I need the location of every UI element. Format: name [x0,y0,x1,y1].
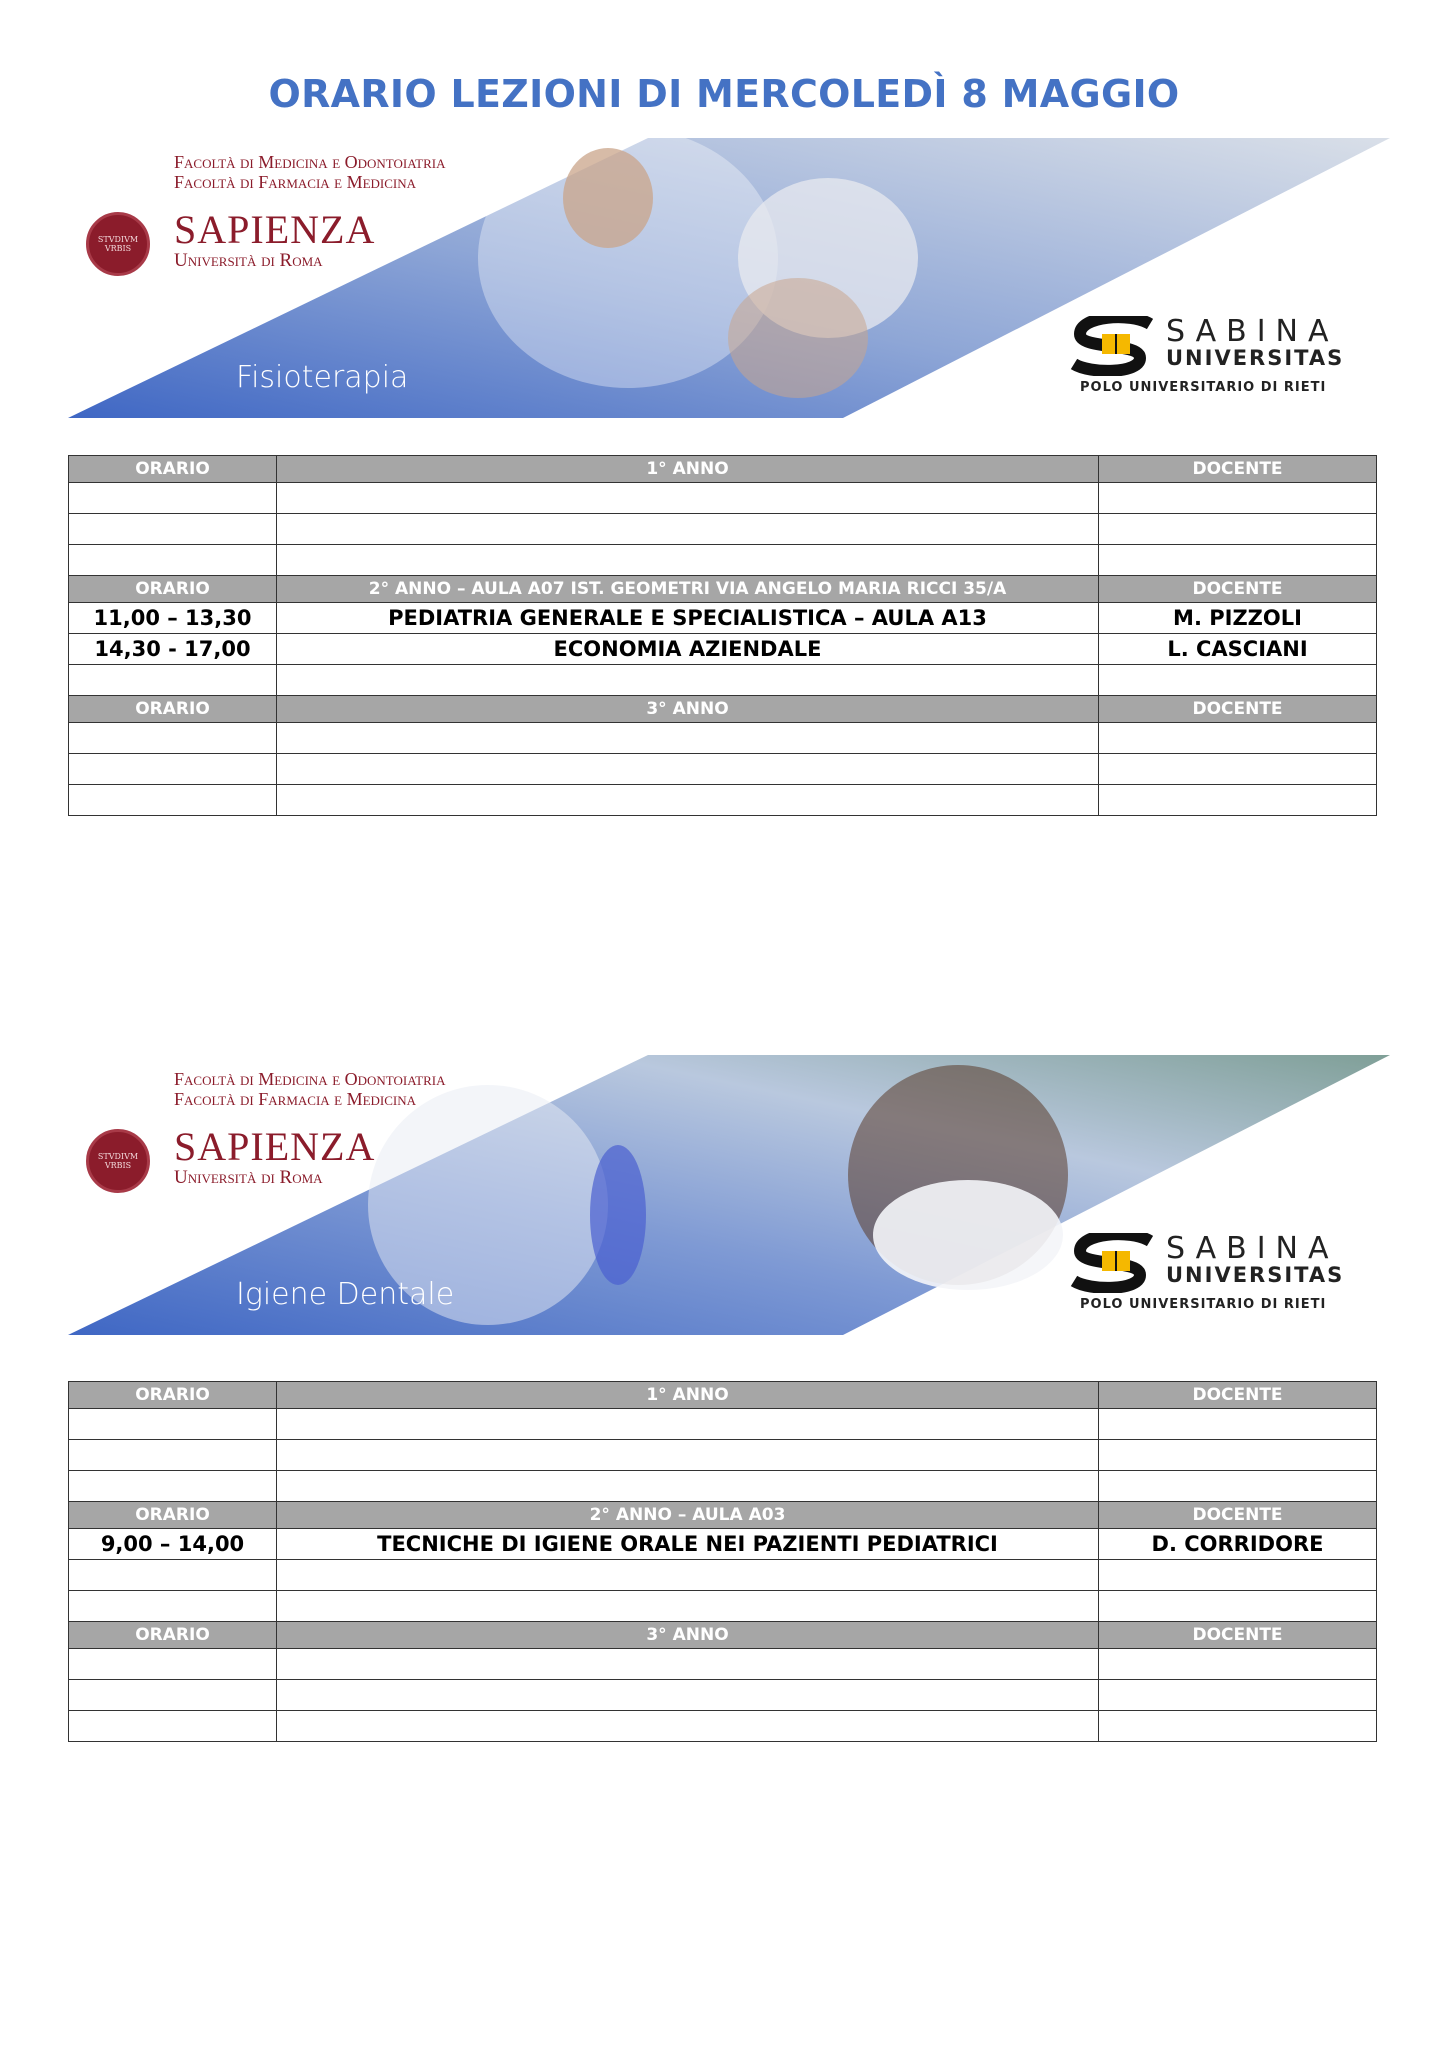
sabina-name: SABINA [1166,314,1339,349]
header-orario: ORARIO [69,696,277,723]
cell-teacher [1099,1591,1377,1622]
cell-time [69,514,277,545]
sabina-name: SABINA [1166,1231,1339,1266]
cell-subject [277,754,1099,785]
cell-time [69,483,277,514]
cell-time [69,1409,277,1440]
year-header-row [69,456,1377,483]
schedule-table-igiene-dentale [68,1381,1377,1742]
header-year: 3° ANNO [277,696,1099,723]
cell-time [69,1680,277,1711]
header-docente: DOCENTE [1099,576,1377,603]
cell-time [69,1591,277,1622]
cell-subject [277,545,1099,576]
header-year: 1° ANNO [277,456,1099,483]
table-row [69,1560,1377,1591]
cell-teacher: D. CORRIDORE [1099,1529,1377,1560]
cell-subject [277,1649,1099,1680]
cell-time [69,723,277,754]
banner-fisioterapia [68,138,1390,418]
year-header-row [69,1382,1377,1409]
cell-teacher [1099,785,1377,816]
cell-subject: TECNICHE DI IGIENE ORALE NEI PAZIENTI PEDIATRICI [277,1529,1099,1560]
year-header-row [69,1622,1377,1649]
table-row [69,1649,1377,1680]
table-row [69,545,1377,576]
cell-time [69,754,277,785]
sapienza-name: SAPIENZA [174,1124,376,1169]
cell-time [69,1440,277,1471]
cell-subject [277,785,1099,816]
sabina-logo [1070,1233,1380,1319]
cell-time [69,1560,277,1591]
table-row [69,785,1377,816]
table-row [69,723,1377,754]
cell-subject: ECONOMIA AZIENDALE [277,634,1099,665]
banner-igiene-dentale [68,1055,1390,1335]
year-header-row [69,576,1377,603]
header-docente: DOCENTE [1099,696,1377,723]
faculty-line-2: Facoltà di Farmacia e Medicina [174,172,417,192]
cell-teacher [1099,1711,1377,1742]
cell-teacher [1099,1409,1377,1440]
cell-time [69,545,277,576]
table-row [69,1409,1377,1440]
cell-teacher: M. PIZZOLI [1099,603,1377,634]
table-row [69,634,1377,665]
header-orario: ORARIO [69,1382,277,1409]
sapienza-seal-icon: STVDIVM VRBIS [86,212,150,276]
cell-teacher [1099,723,1377,754]
cell-time: 14,30 - 17,00 [69,634,277,665]
cell-teacher [1099,483,1377,514]
sabina-subtitle: POLO UNIVERSITARIO DI RIETI [1080,380,1327,395]
cell-teacher [1099,1471,1377,1502]
header-year: 2° ANNO – AULA A07 IST. GEOMETRI VIA ANGELO MARIA RICCI 35/A [277,576,1099,603]
sapienza-subtitle: Università di Roma [174,250,323,271]
cell-subject [277,1711,1099,1742]
sabina-s-icon [1070,316,1160,376]
table-row [69,754,1377,785]
cell-subject [277,723,1099,754]
header-orario: ORARIO [69,1502,277,1529]
header-year: 1° ANNO [277,1382,1099,1409]
sabina-subtitle: POLO UNIVERSITARIO DI RIETI [1080,1297,1327,1312]
header-orario: ORARIO [69,456,277,483]
header-docente: DOCENTE [1099,1622,1377,1649]
sapienza-seal-icon: STVDIVM VRBIS [86,1129,150,1193]
faculty-line-2: Facoltà di Farmacia e Medicina [174,1089,417,1109]
cell-time [69,1711,277,1742]
header-docente: DOCENTE [1099,1502,1377,1529]
page-title: ORARIO LEZIONI DI MERCOLEDÌ 8 MAGGIO [268,72,1180,116]
year-header-row [69,1502,1377,1529]
cell-time: 11,00 – 13,30 [69,603,277,634]
cell-teacher [1099,1560,1377,1591]
header-docente: DOCENTE [1099,456,1377,483]
cell-subject [277,1591,1099,1622]
faculty-line-1: Facoltà di Medicina e Odontoiatria [174,1069,446,1089]
cell-subject [277,665,1099,696]
sabina-logo [1070,316,1380,402]
cell-subject [277,1471,1099,1502]
faculty-line-1: Facoltà di Medicina e Odontoiatria [174,152,446,172]
cell-subject [277,1680,1099,1711]
sapienza-subtitle: Università di Roma [174,1167,323,1188]
table-row [69,1440,1377,1471]
schedule-table-fisioterapia [68,455,1377,816]
cell-teacher [1099,1440,1377,1471]
table-row [69,1529,1377,1560]
cell-teacher [1099,754,1377,785]
cell-teacher [1099,665,1377,696]
cell-subject [277,1440,1099,1471]
cell-teacher [1099,1649,1377,1680]
sabina-name-2: UNIVERSITAS [1166,1263,1345,1287]
sapienza-name: SAPIENZA [174,207,376,252]
cell-teacher [1099,514,1377,545]
header-year: 3° ANNO [277,1622,1099,1649]
table-row [69,665,1377,696]
cell-teacher [1099,1680,1377,1711]
sabina-name-2: UNIVERSITAS [1166,346,1345,370]
cell-time [69,785,277,816]
cell-subject [277,483,1099,514]
cell-subject: PEDIATRIA GENERALE E SPECIALISTICA – AULA A13 [277,603,1099,634]
cell-time: 9,00 – 14,00 [69,1529,277,1560]
cell-time [69,1649,277,1680]
table-row [69,483,1377,514]
table-row [69,1680,1377,1711]
header-orario: ORARIO [69,1622,277,1649]
header-docente: DOCENTE [1099,1382,1377,1409]
header-orario: ORARIO [69,576,277,603]
table-row [69,1471,1377,1502]
cell-teacher [1099,545,1377,576]
cell-subject [277,514,1099,545]
header-year: 2° ANNO – AULA A03 [277,1502,1099,1529]
cell-subject [277,1409,1099,1440]
cell-teacher: L. CASCIANI [1099,634,1377,665]
faculty-lines [174,1069,574,1109]
cell-subject [277,1560,1099,1591]
year-header-row [69,696,1377,723]
course-name: Fisioterapia [236,360,409,395]
sabina-s-icon [1070,1233,1160,1293]
cell-time [69,665,277,696]
table-row [69,1591,1377,1622]
course-name: Igiene Dentale [236,1277,455,1312]
table-row [69,603,1377,634]
table-row [69,1711,1377,1742]
cell-time [69,1471,277,1502]
faculty-lines [174,152,574,192]
table-row [69,514,1377,545]
